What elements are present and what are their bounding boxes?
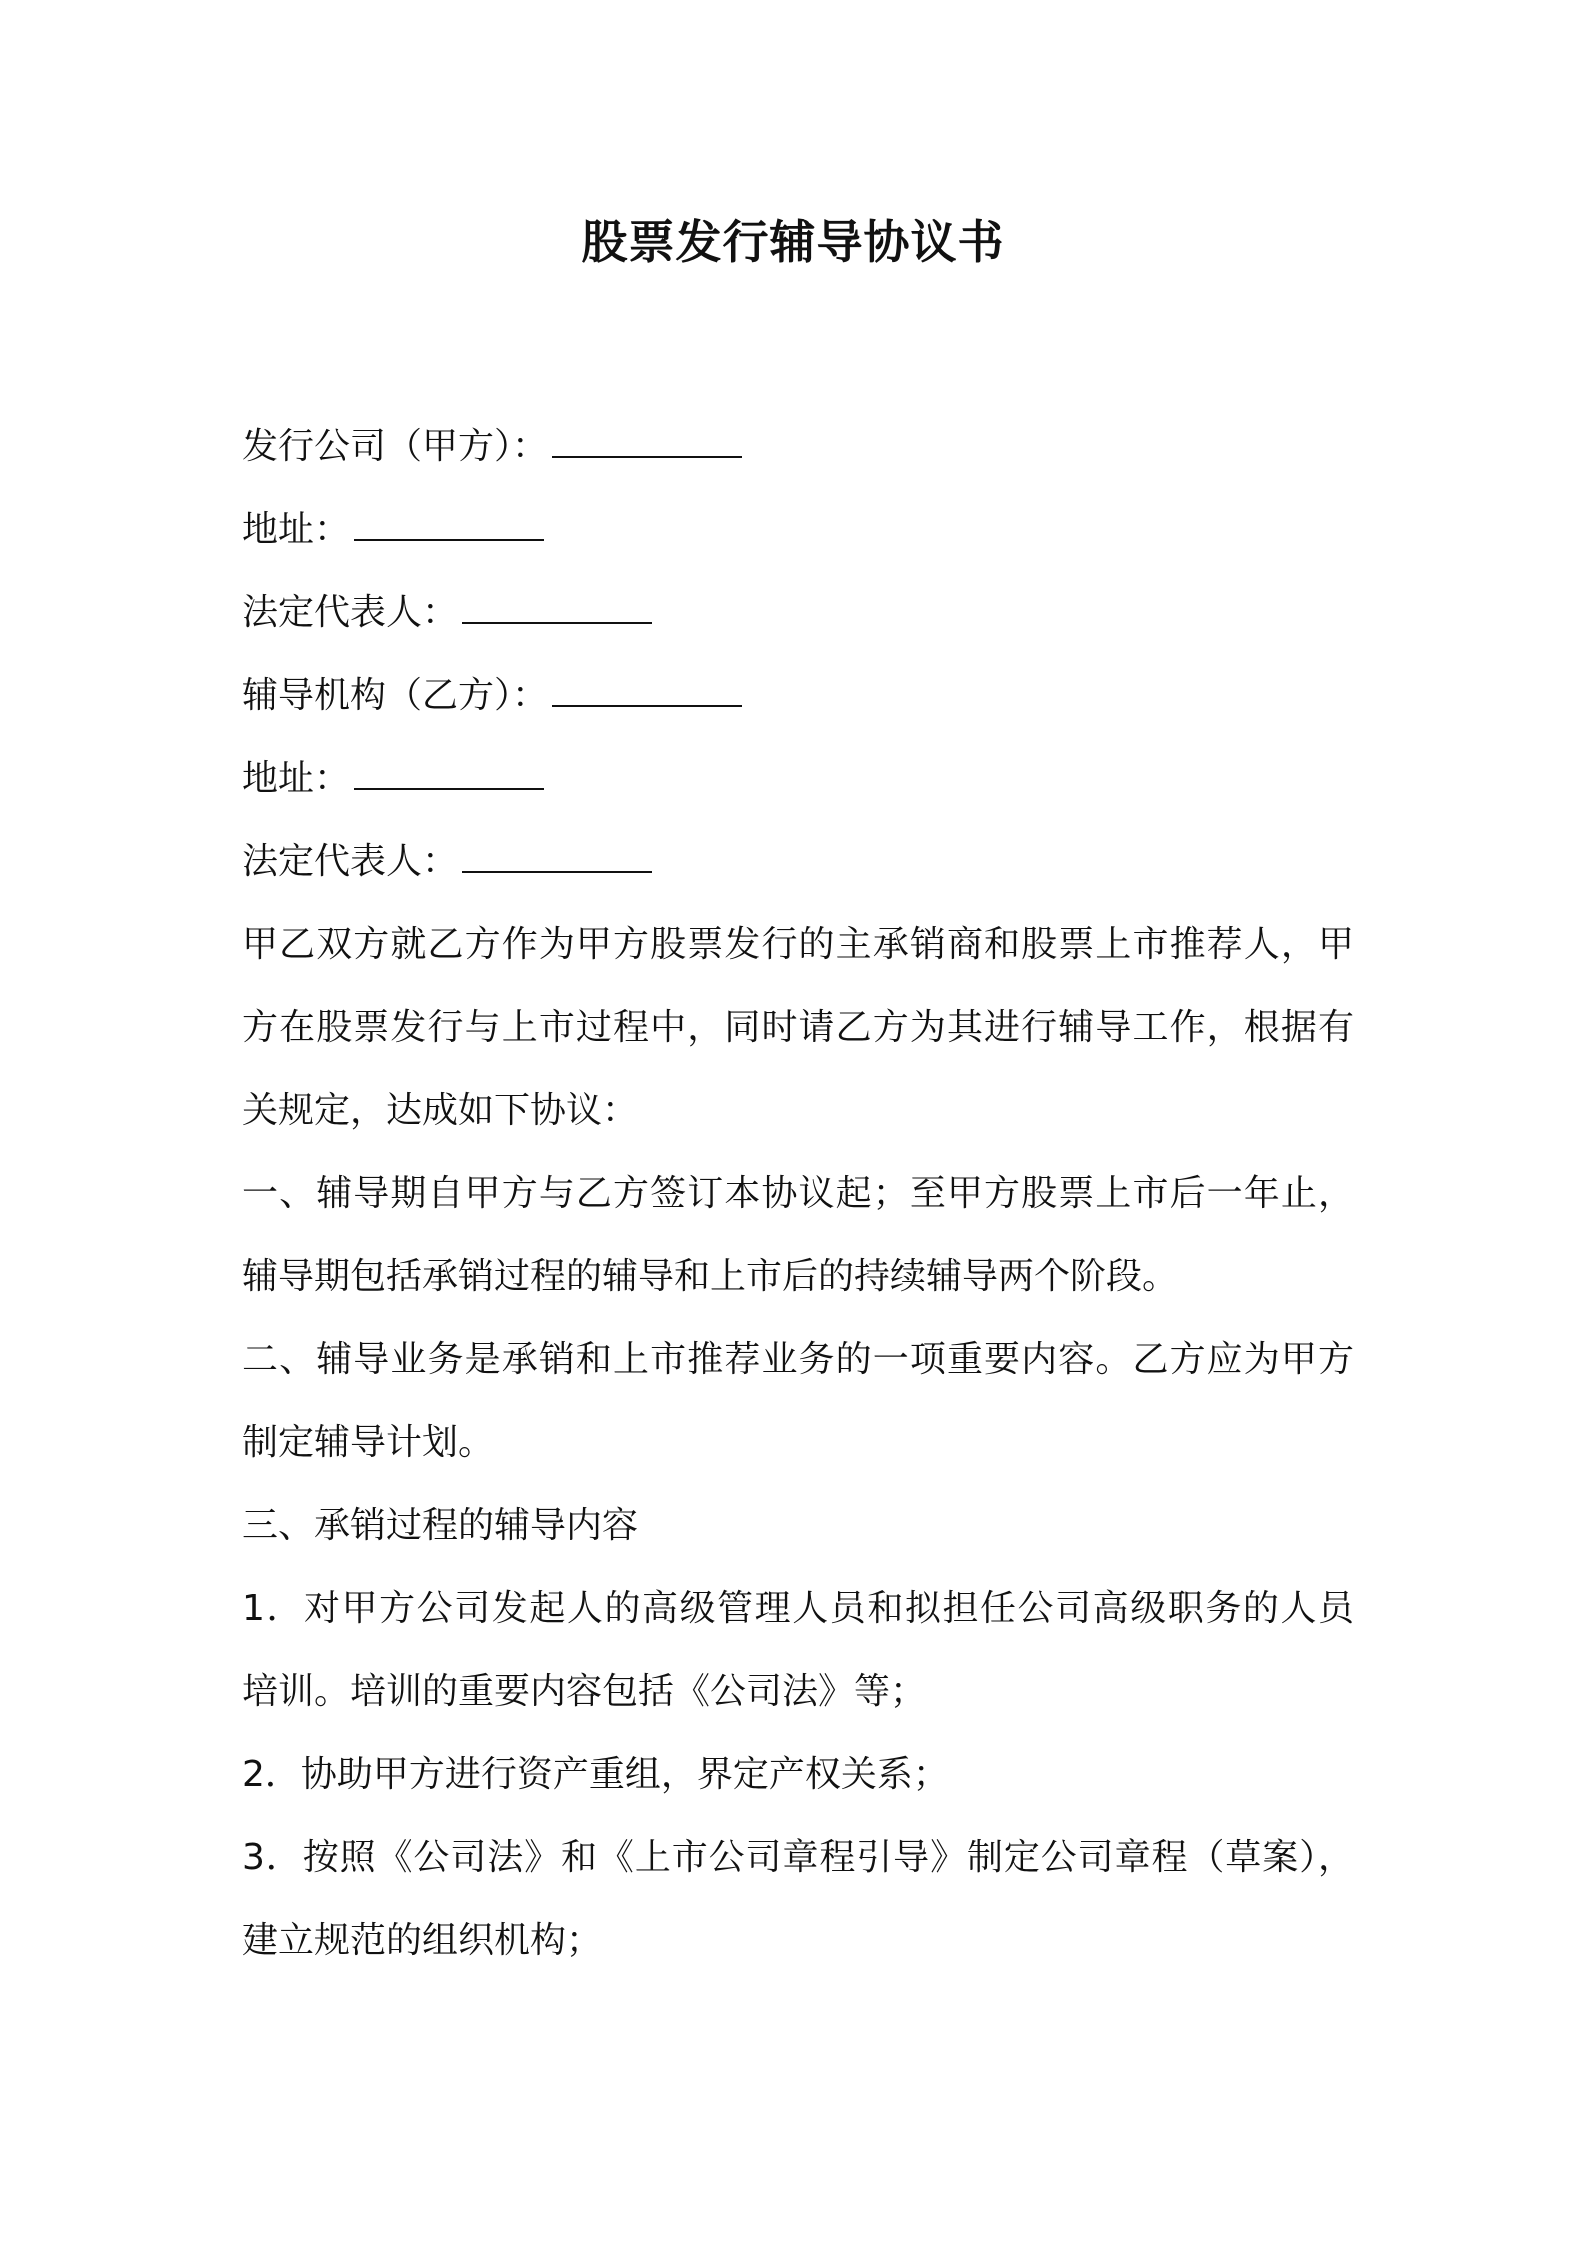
party-a-name-blank [552, 420, 742, 458]
party-b-address-label: 地址： [242, 758, 351, 799]
party-b-representative-field [242, 820, 1354, 903]
party-a-name-label: 发行公司（甲方）： [242, 426, 549, 467]
document-title: 股票发行辅导协议书 [581, 215, 1005, 269]
clause-1-line: 一、辅导期自甲方与乙方签订本协议起；至甲方股票上市后一年止， [242, 1173, 1354, 1214]
party-a-address-blank [354, 503, 544, 541]
party-b-name-label: 辅导机构（乙方）： [242, 675, 549, 716]
clause-3-item-3 [242, 1816, 1354, 1982]
party-a-address-label: 地址： [242, 509, 351, 550]
party-b-name-blank [552, 669, 742, 707]
item-1-line: 培训。培训的重要内容包括《公司法》等； [242, 1671, 927, 1712]
item-3-line: 3．按照《公司法》和《上市公司章程引导》制定公司章程（草案）， [242, 1837, 1354, 1878]
party-b-representative-label: 法定代表人： [242, 841, 459, 882]
clause-1 [242, 1152, 1354, 1318]
clause-1-line: 辅导期包括承销过程的辅导和上市后的持续辅导两个阶段。 [242, 1256, 1179, 1297]
item-1-line: 1．对甲方公司发起人的高级管理人员和拟担任公司高级职务的人员 [242, 1588, 1354, 1629]
clause-2 [242, 1318, 1354, 1484]
intro-line: 方在股票发行与上市过程中，同时请乙方为其进行辅导工作，根据有 [242, 1007, 1354, 1048]
clause-3-item-2: 2．协助甲方进行资产重组，界定产权关系； [242, 1754, 949, 1795]
party-b-address-blank [354, 752, 544, 790]
party-b-name-field [242, 654, 1354, 737]
item-3-line: 建立规范的组织机构； [242, 1920, 603, 1961]
party-a-address-field [242, 488, 1354, 571]
party-a-name-field [242, 405, 1354, 488]
party-a-representative-field [242, 571, 1354, 654]
clause-3-heading: 三、承销过程的辅导内容 [242, 1505, 639, 1546]
party-a-representative-blank [462, 586, 652, 624]
intro-paragraph [242, 903, 1354, 1152]
intro-line: 甲乙双方就乙方作为甲方股票发行的主承销商和股票上市推荐人，甲 [242, 924, 1354, 965]
party-b-address-field [242, 737, 1354, 820]
document-body [242, 405, 1354, 1982]
party-a-representative-label: 法定代表人： [242, 592, 459, 633]
clause-2-line: 制定辅导计划。 [242, 1422, 495, 1463]
clause-2-line: 二、辅导业务是承销和上市推荐业务的一项重要内容。乙方应为甲方 [242, 1339, 1354, 1380]
party-b-representative-blank [462, 835, 652, 873]
clause-3-item-1 [242, 1567, 1354, 1733]
intro-line: 关规定，达成如下协议： [242, 1090, 639, 1131]
